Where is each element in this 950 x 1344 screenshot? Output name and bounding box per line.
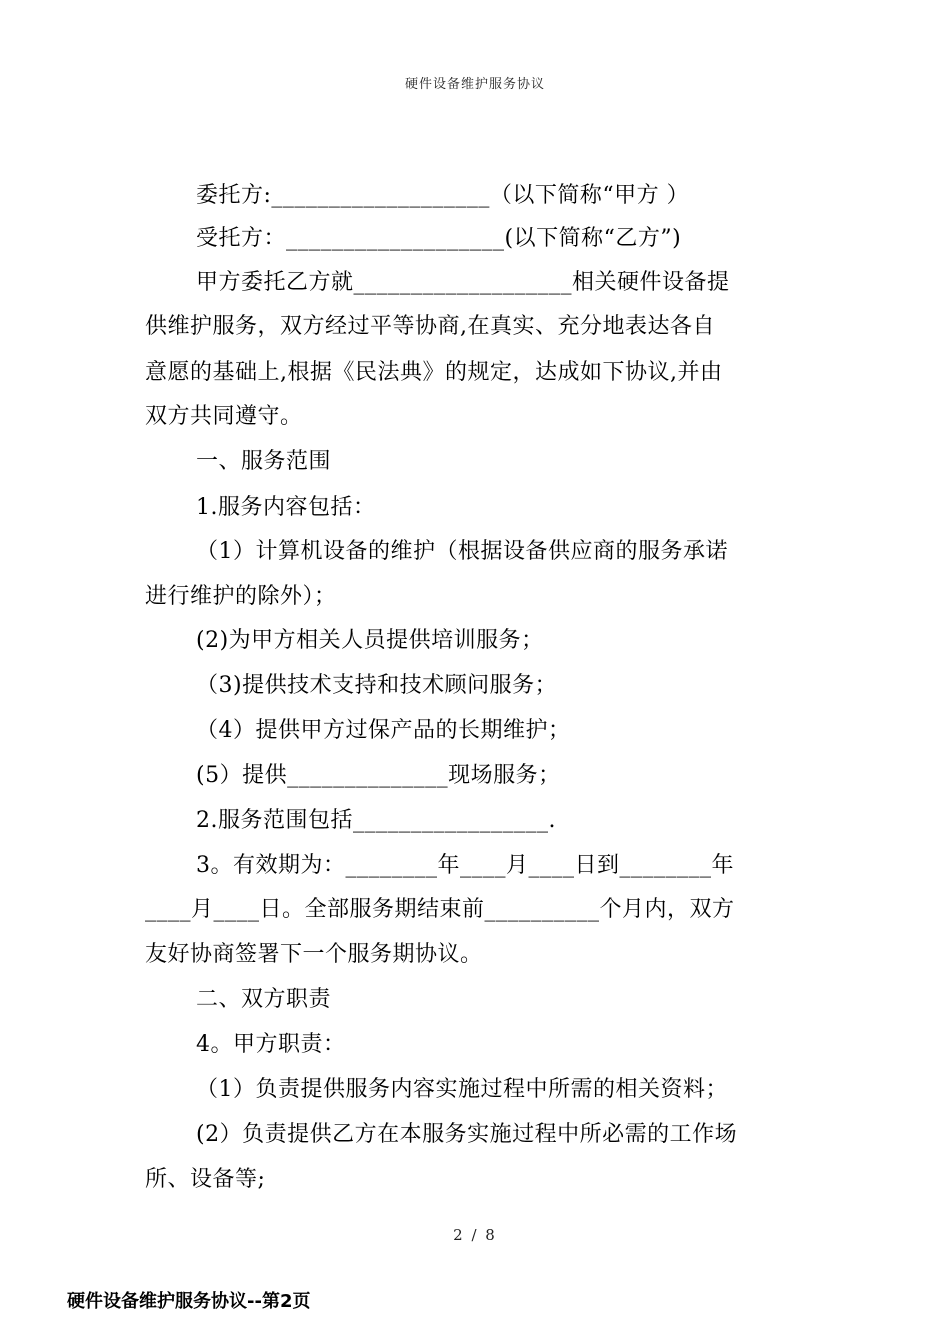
clause-line: （1）计算机设备的维护（根据设备供应商的服务承诺: [196, 539, 728, 564]
page-number: 2 / 8: [453, 1226, 497, 1244]
paragraph-line: 甲方委托乙方就___________________相关硬件设备提: [196, 270, 730, 295]
clause-line: (2）负责提供乙方在本服务实施过程中所必需的工作场: [196, 1122, 738, 1147]
clause-line: (2)为甲方相关人员提供培训服务；: [196, 628, 544, 653]
clause-line: （3)提供技术支持和技术顾问服务；: [196, 673, 558, 698]
party-b-line: 受托方：___________________(以下简称“乙方”): [196, 226, 682, 251]
running-header: 硬件设备维护服务协议: [404, 77, 545, 92]
clause-line: 3。有效期为：________年____月____日到________年: [196, 853, 734, 878]
clause-line: 友好协商签署下一个服务期协议。: [145, 942, 483, 967]
clause-line: ____月____日。全部服务期结束前__________个月内，双方: [145, 897, 735, 922]
clause-line: 2.服务范围包括_________________.: [196, 808, 556, 833]
clause-line: （1）负责提供服务内容实施过程中所需的相关资料；: [196, 1077, 728, 1102]
clause-line: （4）提供甲方过保产品的长期维护；: [196, 718, 571, 743]
clause-line: 4。甲方职责：: [196, 1032, 346, 1057]
section-heading: 二、双方职责: [196, 987, 332, 1012]
clause-line: 1.服务内容包括：: [196, 495, 376, 520]
page-footer: 硬件设备维护服务协议--第2页: [67, 1291, 311, 1312]
clause-line: 所、设备等;: [145, 1167, 266, 1192]
clause-line: (5）提供______________现场服务；: [196, 763, 561, 788]
section-heading: 一、服务范围: [196, 449, 332, 474]
paragraph-line: 意愿的基础上,根据《民法典》的规定，达成如下协议,并由: [145, 360, 723, 385]
party-a-line: 委托方:___________________（以下简称“甲方 ）: [196, 183, 690, 208]
paragraph-line: 供维护服务，双方经过平等协商,在真实、充分地表达各自: [145, 314, 715, 339]
clause-line: 进行维护的除外）；: [145, 584, 337, 609]
paragraph-line: 双方共同遵守。: [145, 404, 303, 429]
